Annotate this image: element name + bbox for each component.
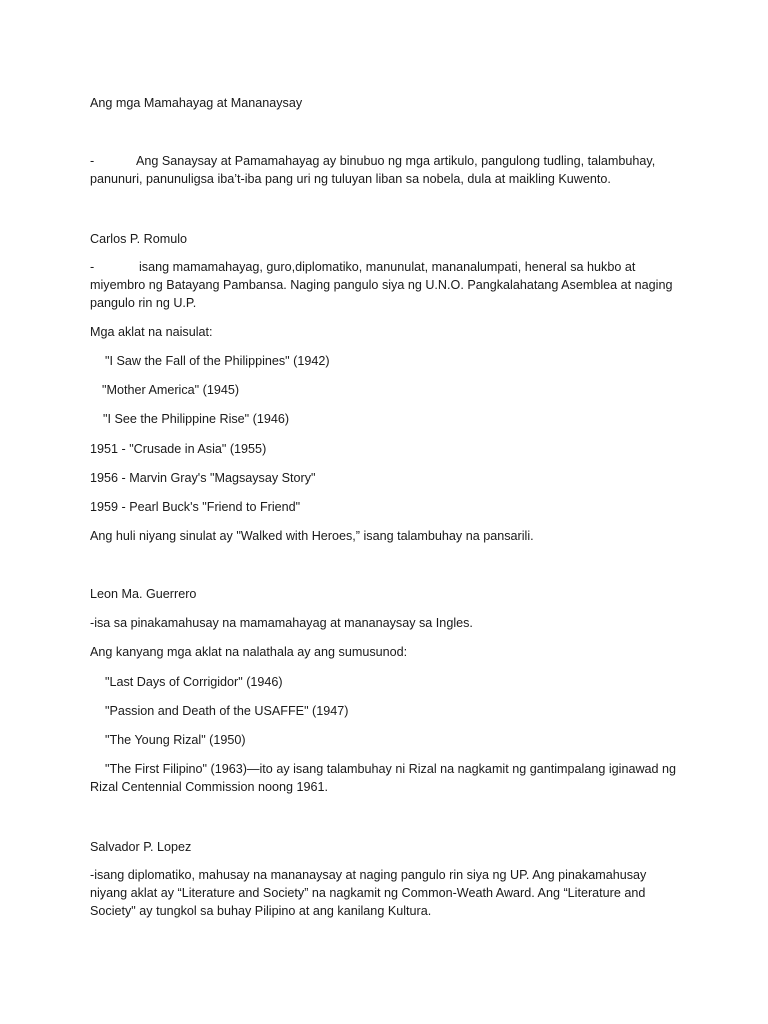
guerrero-book-item: "Last Days of Corrigidor" (1946): [105, 675, 283, 689]
romulo-book-item: "Mother America" (1945): [102, 383, 240, 397]
romulo-bio-text: isang mamamahayag, guro,diplomatiko, manunulat, mananalumpati, heneral sa hukbo at miyembro ng Batayang Pambansa. Naging pangulo siya ng U.N.O. Pangkalahatang Asemblea at naging pangulo rin ng U.P.: [90, 260, 673, 310]
document-heading: Ang mga Mamahayag at Mananaysay: [90, 96, 303, 110]
romulo-last-work: Ang huli niyang sinulat ay "Walked with Heroes,” isang talambuhay na pansarili.: [90, 529, 534, 543]
romulo-book-item: 1951 - "Crusade in Asia" (1955): [90, 442, 267, 456]
intro-dash: -: [90, 154, 95, 168]
intro-text: Ang Sanaysay at Pamamahayag ay binubuo ng mga artikulo, pangulong tudling, talambuhay, panunuri, panunuligsa iba’t-iba pang uri ng tuluyan liban sa nobela, dula at maikling Kuwento.: [90, 154, 656, 186]
romulo-dash: -: [90, 260, 95, 274]
romulo-books-label: Mga aklat na naisulat:: [90, 325, 213, 339]
lopez-bio: -isang diplomatiko, mahusay na mananaysay at naging pangulo rin siya ng UP. Ang pinakamahusay niyang aklat ay “Literature and Society” na nagkamit ng Common-Weath Award. Ang “Literature and Society" ay tungkol sa buhay Pilipino at ang kanilang Kultura.: [90, 868, 647, 918]
romulo-book-item: "I Saw the Fall of the Philippines" (1942): [105, 354, 330, 368]
guerrero-bio: -isa sa pinakamahusay na mamamahayag at mananaysay sa Ingles.: [90, 616, 473, 630]
guerrero-book-item: "The First Filipino" (1963)—ito ay isang talambuhay ni Rizal na nagkamit ng gantimpalang iginawad ng Rizal Centennial Commission noong 1961.: [90, 762, 677, 794]
romulo-book-item: 1956 - Marvin Gray's "Magsaysay Story": [90, 471, 316, 485]
romulo-book-item: "I See the Philippine Rise" (1946): [103, 412, 290, 426]
lopez-name: Salvador P. Lopez: [90, 840, 192, 854]
intro-paragraph: [90, 152, 680, 188]
romulo-bio: [90, 258, 680, 312]
romulo-book-item: 1959 - Pearl Buck's "Friend to Friend": [90, 500, 301, 514]
guerrero-books-label: Ang kanyang mga aklat na nalathala ay ang sumusunod:: [90, 645, 408, 659]
guerrero-book-item: "The Young Rizal" (1950): [105, 733, 246, 747]
romulo-name: Carlos P. Romulo: [90, 232, 188, 246]
guerrero-book-item: "Passion and Death of the USAFFE" (1947): [105, 704, 349, 718]
guerrero-name: Leon Ma. Guerrero: [90, 587, 197, 601]
